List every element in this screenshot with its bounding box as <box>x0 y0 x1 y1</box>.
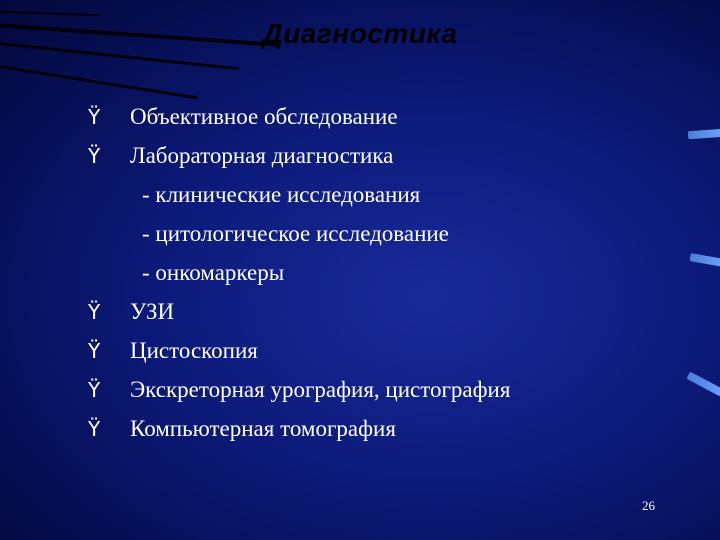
sub-list-item <box>88 221 510 260</box>
bullet-check-icon: Ÿ <box>88 417 101 441</box>
decorative-dash <box>688 129 720 139</box>
bullet-check-icon: Ÿ <box>88 144 101 168</box>
bullet-check-icon: Ÿ <box>88 105 101 129</box>
sub-list-item <box>88 182 510 221</box>
list-item-text: Цистоскопия <box>130 338 258 363</box>
bullet-check-icon: Ÿ <box>88 300 101 324</box>
list-item-text: Компьютерная томография <box>130 416 396 441</box>
list-item-text: - онкомаркеры <box>142 260 285 285</box>
list-item-text: Лабораторная диагностика <box>130 143 394 168</box>
list-item-text: Объективное обследование <box>130 104 398 129</box>
decorative-dash <box>686 372 720 397</box>
decorative-dash <box>690 253 720 267</box>
decorative-streak <box>0 62 198 99</box>
list-item <box>88 338 510 377</box>
list-item-text: Экскреторная урография, цистография <box>130 377 511 402</box>
bullet-list <box>88 104 510 455</box>
decorative-streak <box>0 10 100 16</box>
sub-list-item <box>88 260 510 299</box>
list-item-text: - цитологическое исследование <box>142 221 449 246</box>
list-item <box>88 377 510 416</box>
list-item <box>88 104 510 143</box>
list-item <box>88 143 510 182</box>
page-number: 26 <box>642 498 655 513</box>
list-item-text: УЗИ <box>130 299 175 324</box>
bullet-check-icon: Ÿ <box>88 339 101 363</box>
bullet-check-icon: Ÿ <box>88 378 101 402</box>
list-item <box>88 416 510 455</box>
list-item <box>88 299 510 338</box>
slide-title: Диагностика <box>262 18 458 49</box>
list-item-text: - клинические исследования <box>142 182 421 207</box>
